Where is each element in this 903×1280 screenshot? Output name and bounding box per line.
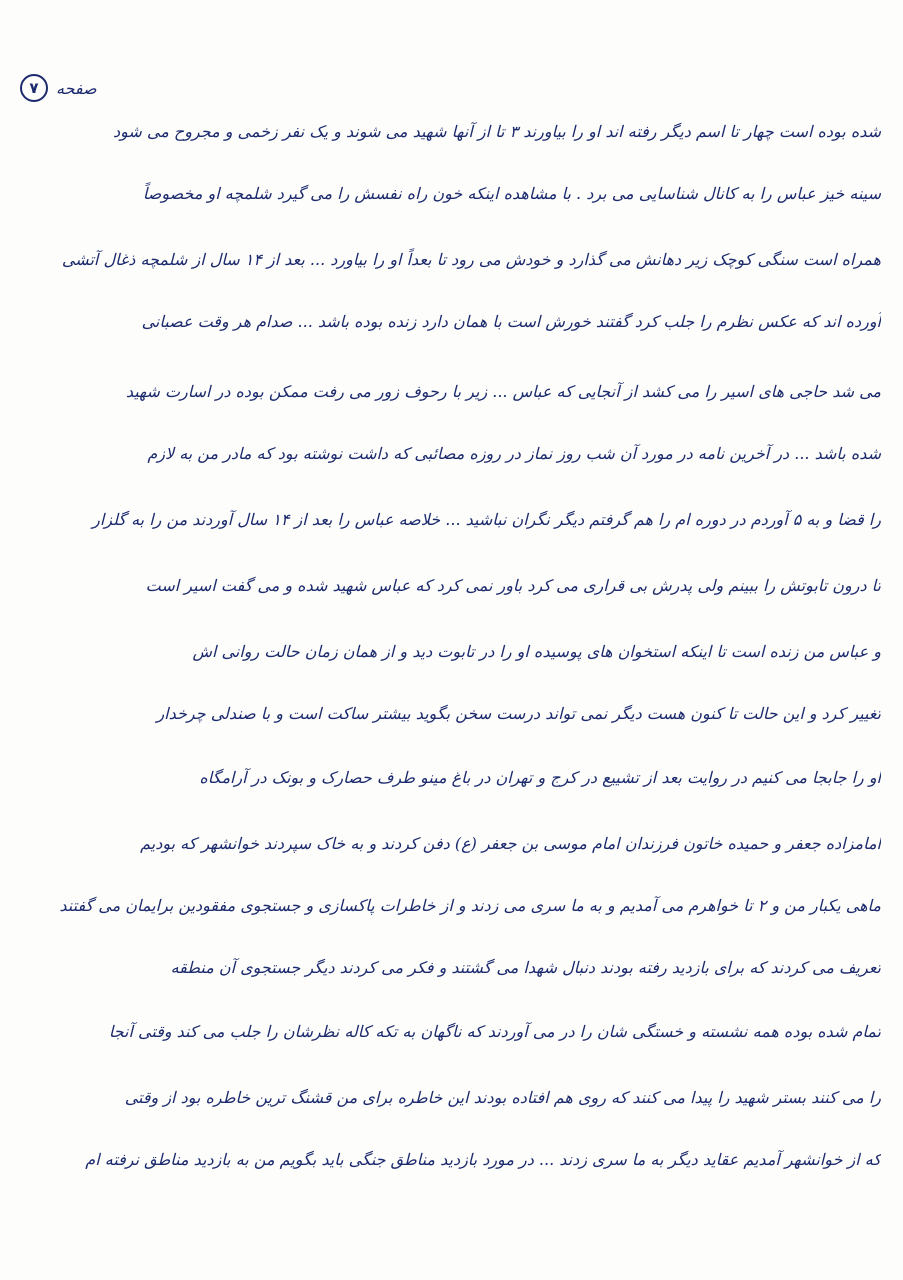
text-line-7: را قضا و به ۵ آوردم در دوره ام را هم گرفتم دیگر نگران نباشید ... خلاصه عباس را بعد از ۱۴ سال آوردند من را به گلزار	[92, 510, 881, 529]
text-line-1: شده بوده است چهار تا اسم دیگر رفته اند او را بیاورند ۳ تا از آنها شهید می شوند و یک نفر زخمی و مجروح می شود	[113, 122, 881, 141]
text-line-15: تمام شده بوده همه نشسته و خستگی شان را در می آوردند که ناگهان به تکه کاله نظرشان را جلب می کند وقتی آنجا	[108, 1022, 881, 1041]
text-line-4: آورده اند که عکس نظرم را جلب کرد گفتند خورش است با همان دارد زنده بوده باشد ... صدام هر وقت عصبانی	[141, 312, 881, 331]
text-line-11: او را جابجا می کنیم در روایت بعد از تشییع در کرج و تهران در باغ مینو طرف حصارک و بونک در آرامگاه	[199, 768, 881, 787]
text-line-2: سینه خیز عباس را به کانال شناسایی می برد . با مشاهده اینکه خون راه نفسش را می گیرد شلمچه او مخصوصاً	[142, 184, 881, 203]
text-line-5: می شد حاجی های اسیر را می کشد از آنجایی که عباس ... زیر با رحوف زور می رفت ممکن بوده در اسارت شهید	[125, 382, 881, 401]
text-line-17: که از خوانشهر آمدیم عقاید دیگر به ما سری زدند ... در مورد بازدید مناطق جنگی باید بگویم من به بازدید مناطق نرفته ام	[85, 1150, 881, 1169]
page-label: صفحه	[56, 78, 97, 98]
page-number-circle: ۷	[20, 74, 48, 102]
text-line-10: تغییر کرد و این حالت تا کنون هست دیگر نمی تواند درست سخن بگوید بیشتر ساکت است و با صندلی چرخدار	[156, 704, 881, 723]
text-line-13: ماهی یکبار من و ۲ تا خواهرم می آمدیم و به ما سری می زدند و از خاطرات پاکسازی و جستجوی مفقودین برایمان می گفتند	[59, 896, 881, 915]
text-line-16: را می کنند بستر شهید را پیدا می کنند که روی هم افتاده بودند این خاطره برای من قشنگ ترین خاطره بود از وقتی	[124, 1088, 881, 1107]
text-line-3: همراه است سنگی کوچک زیر دهانش می گذارد و خودش می رود تا بعداً او را بیاورد ... بعد از ۱۴ سال از شلمچه ذغال آتشی	[61, 250, 881, 269]
text-line-12: امامزاده جعفر و حمیده خاتون فرزندان امام موسی بن جعفر (ع) دفن کردند و به خاک سپردند خوانشهر که بودیم	[140, 834, 881, 853]
text-line-6: شده باشد ... در آخرین نامه در مورد آن شب روز نماز در روزه مصائبی که داشت نوشته بود که مادر من به لازم	[147, 444, 881, 463]
text-line-8: تا درون تابوتش را ببینم ولی پدرش بی قراری می کرد باور نمی کرد که عباس شهید شده و می گفت اسیر است	[145, 576, 881, 595]
text-line-14: تعریف می کردند که برای بازدید رفته بودند دنبال شهدا می گشتند و فکر می کردند دیگر جستجوی آن منطقه	[170, 958, 881, 977]
text-line-9: و عباس من زنده است تا اینکه استخوان های پوسیده او را در تابوت دید و از همان زمان حالت روانی اش	[192, 642, 881, 661]
